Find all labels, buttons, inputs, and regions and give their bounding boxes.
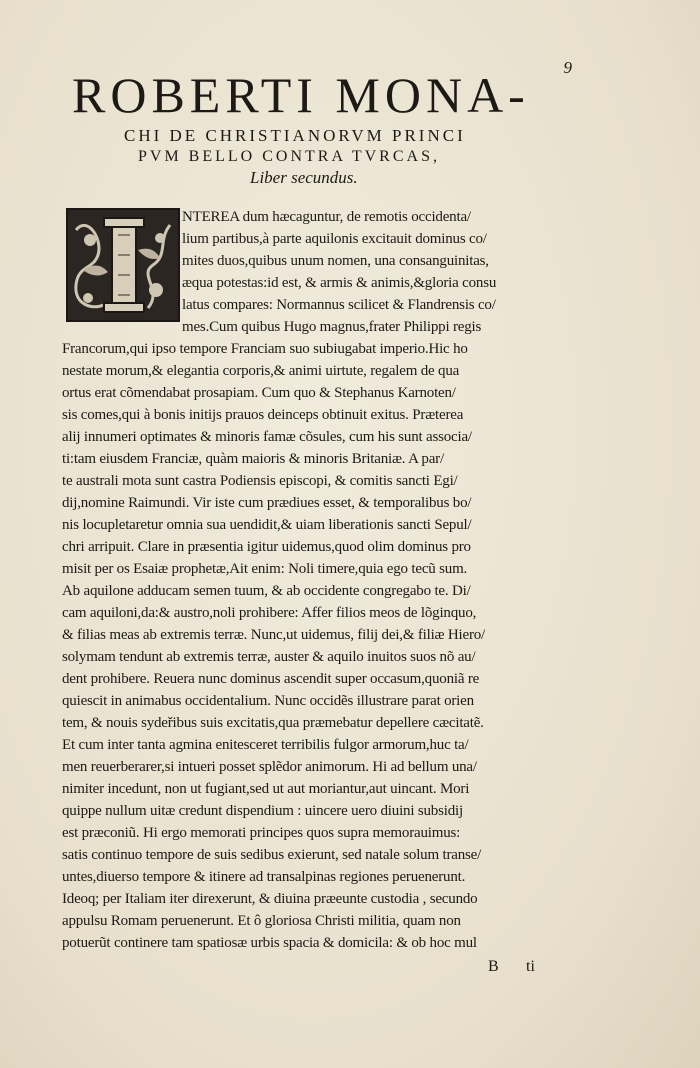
heading-line-4: Liber secundus. — [250, 168, 358, 187]
text-line: te australi mota sunt castra Podiensis episcopi, & comitis sancti Egi/ — [62, 473, 458, 489]
text-line: nestate morum,& elegantia corporis,& animi uirtute, regalem de qua — [62, 363, 460, 379]
text-line: nis locupletaretur omnia sua uendidit,& uiam liberationis sancti Sepul/ — [62, 517, 472, 533]
text-line: untes,diuerso tempore & itinere ad transalpinas regiones peruenerunt. — [62, 869, 466, 885]
text-line: sis comes,qui à bonis initijs prauos deinceps obtinuit exitus. Præterea — [62, 407, 464, 423]
text-line: ortus erat cõmendabat prosapiam. Cum quo & Stephanus Karnoten/ — [62, 385, 456, 401]
signature-mark: B — [488, 958, 499, 975]
text-line: latus compares: Normannus scilicet & Flandrensis co/ — [182, 297, 496, 313]
text-line: & filias meas ab extremis terræ. Nunc,ut uidemus, filij dei,& filiæ Hiero/ — [62, 627, 486, 643]
text-line: nimiter incedunt, non ut fugiant,sed ut aut moriantur,aut uincant. Mori — [62, 781, 470, 797]
text-line: dent prohibere. Reuera nunc dominus ascendit super occasum,quoniã re — [62, 671, 480, 687]
text-line: NTEREA dum hæcaguntur, de remotis occidenta/ — [182, 209, 471, 225]
text-line: est præconiũ. Hi ergo memorati principes quos supra memorauimus: — [62, 825, 461, 841]
text-line: ti:tam eiusdem Franciæ, quàm maioris & minoris Britaniæ. A par/ — [62, 451, 444, 467]
text-line: quiescit in animabus occidentalium. Nunc occidẽs illustrare parat orien — [62, 693, 474, 709]
text-line: misit per os Esaiæ prophetæ,Ait enim: Noli timere,quia ego tecũ sum. — [62, 561, 468, 577]
text-line: æqua potestas:id est, & armis & animis,&gloria consu — [182, 275, 497, 291]
text-line: potuerũt continere tam spatiosæ urbis spacia & domicila: & ob hoc mul — [62, 935, 477, 951]
text-line: tem, & nouis sydeřibus suis excitatis,qua præmebatur depellere cæcitatẽ. — [62, 715, 484, 731]
text-line: Francorum,qui ipso tempore Franciam suo subiugabat imperio.Hic ho — [62, 341, 468, 357]
text-line: Et cum inter tanta agmina enitesceret terribilis fulgor armorum,huc ta/ — [62, 737, 469, 753]
text-line: Ab aquilone adducam semen tuum, & ab occidente congregabo te. Di/ — [62, 583, 471, 599]
text-line: lium partibus,à parte aquilonis excitauit dominus co/ — [182, 231, 487, 247]
text-line: mes.Cum quibus Hugo magnus,frater Philippi regis — [182, 319, 482, 335]
text-line: chri arripuit. Clare in præsentia igitur uidemus,quod olim dominus pro — [62, 539, 471, 555]
text-line: satis continuo tempore de suis sedibus exierunt, sed natale solum transe/ — [62, 847, 482, 863]
text-line: quippe nullum uitæ credunt dispendium : uincere uero diuini subsidij — [62, 803, 463, 819]
heading-line-2: CHI DE CHRISTIANORVM PRINCI — [124, 126, 466, 145]
decorated-initial-icon — [68, 210, 178, 320]
decorated-initial — [66, 208, 180, 322]
folio-number: 9 — [563, 58, 572, 77]
text-line: dij,nomine Raimundi. Vir iste cum prædiues esset, & temporalibus bo/ — [62, 495, 472, 511]
catchword: ti — [526, 958, 535, 975]
text-line: men reuerberarer,si intueri posset splẽdor animorum. Hi ad bellum una/ — [62, 759, 477, 775]
text-line: solymam tendunt ab extremis terræ, auster & aquilo inuitos suos nõ au/ — [62, 649, 476, 665]
text-line: Ideoq; per Italiam iter direxerunt, & diuina præeunte custodia , secundo — [62, 891, 478, 907]
heading-line-1: ROBERTI MONA- — [72, 67, 530, 123]
text-line: cam aquiloni,da:& austro,noli prohibere: Affer filios meos de lõginquo, — [62, 605, 477, 621]
heading-line-3: PVM BELLO CONTRA TVRCAS, — [138, 148, 440, 165]
text-line: mites duos,quibus unum nomen, una consanguinitas, — [182, 253, 489, 269]
text-line: appulsu Romam peruenerunt. Et ô gloriosa Christi militia, quam non — [62, 913, 461, 929]
text-line: alij innumeri optimates & minoris famæ cõsules, cum his sunt associa/ — [62, 429, 472, 445]
